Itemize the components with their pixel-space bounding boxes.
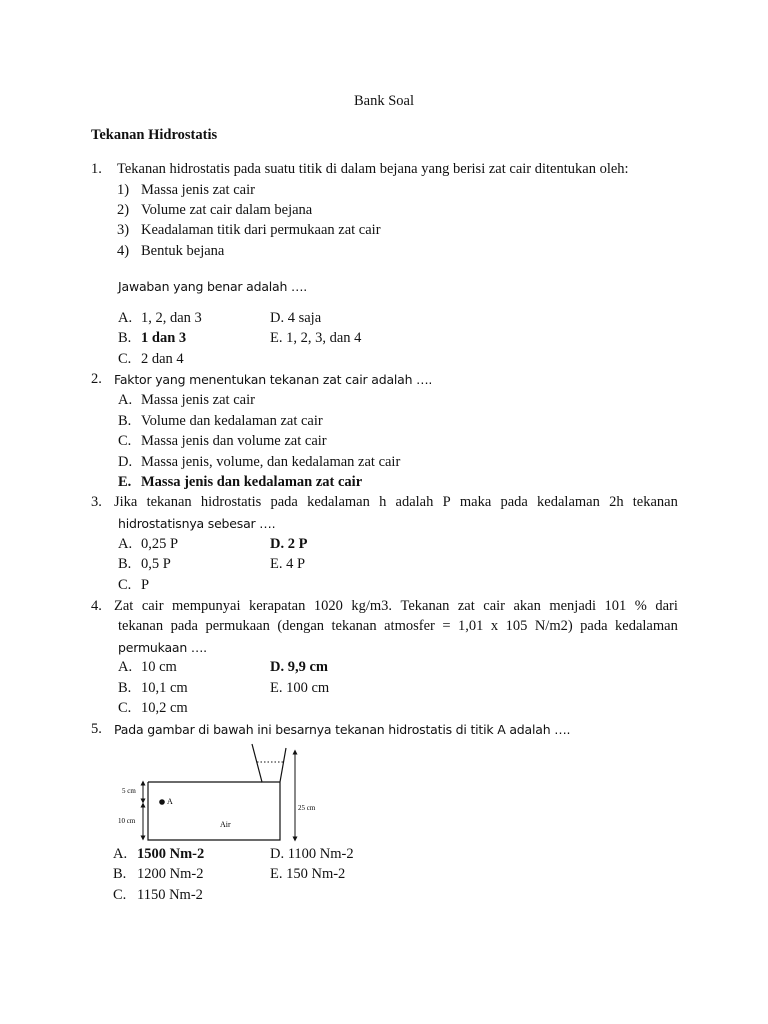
q2-option-a: Massa jenis zat cair [141, 392, 255, 408]
q1-option-e: E. 1, 2, 3, dan 4 [270, 330, 362, 346]
q3-option-c-letter: C. [118, 577, 132, 593]
q3-word: tekanan [146, 494, 192, 510]
point-a-marker [159, 799, 165, 805]
q4-option-b-letter: B. [118, 680, 132, 696]
q4-word: kg/m3. [351, 598, 392, 614]
q1-statement: Volume zat cair dalam bejana [141, 202, 313, 218]
q2-number: 2. [91, 371, 102, 387]
q1-statement-number: 3) [117, 222, 130, 238]
q4-word: atmosfer [384, 618, 435, 634]
section-heading: Tekanan Hidrostatis [91, 127, 218, 143]
q3-word: pada [270, 494, 298, 510]
q1-option-b-correct: 1 dan 3 [141, 330, 187, 346]
label-25cm: 25 cm [298, 804, 316, 812]
q4-word: cair [141, 598, 164, 614]
q3-option-b: 0,5 P [141, 556, 171, 572]
q3-word: kedalaman [537, 494, 600, 510]
q1-option-c: 2 dan 4 [141, 351, 184, 367]
q4-word: tekanan [118, 618, 164, 634]
q5-option-d: D. 1100 Nm-2 [270, 846, 354, 862]
q3-word: maka [459, 494, 492, 510]
q5-option-c: 1150 Nm-2 [137, 887, 203, 903]
q4-option-a: 10 cm [141, 659, 177, 675]
q1-statement: Bentuk bejana [141, 243, 225, 259]
q4-word: = [442, 618, 451, 634]
q5-vessel-figure [100, 738, 330, 850]
q5-option-b-letter: B. [113, 866, 127, 882]
q4-word: pada [580, 618, 608, 634]
q1-option-c-letter: C. [118, 351, 132, 367]
q4-word: dari [655, 598, 678, 614]
q2-option-e-correct: Massa jenis dan kedalaman zat cair [141, 474, 363, 490]
q1-statement-number: 4) [117, 243, 130, 259]
q5-option-c-letter: C. [113, 887, 127, 903]
q4-word: 1020 [313, 598, 343, 614]
q1-number: 1. [91, 161, 102, 177]
q1-option-a: 1, 2, dan 3 [141, 310, 202, 326]
q4-word: akan [513, 598, 541, 614]
q3-option-b-letter: B. [118, 556, 132, 572]
q3-word: kedalaman [307, 494, 370, 510]
q5-option-e: E. 150 Nm-2 [270, 866, 346, 882]
q3-word: h [379, 494, 387, 510]
q1-statement: Massa jenis zat cair [141, 182, 255, 198]
q2-text: Faktor yang menentukan tekanan zat cair adalah …. [114, 372, 433, 387]
q5-option-a-correct: 1500 Nm-2 [137, 846, 205, 862]
label-10cm: 10 cm [118, 817, 136, 825]
q2-option-c-letter: C. [118, 433, 132, 449]
q3-word: pada [500, 494, 528, 510]
q1-statement: Keadalaman titik dari permukaan zat cair [141, 222, 381, 238]
q4-word: mempunyai [172, 598, 241, 614]
q4-word: menjadi [549, 598, 597, 614]
q1-option-b-letter: B. [118, 330, 132, 346]
q5-text: Pada gambar di bawah ini besarnya tekanan hidrostatis di titik A adalah …. [114, 722, 571, 737]
q2-option-d: Massa jenis, volume, dan kedalaman zat cair [141, 454, 401, 470]
q3-word: P [442, 494, 451, 510]
q4-word: permukaan [205, 618, 270, 634]
q4-word: tekanan [331, 618, 377, 634]
q3-option-d-correct: D. 2 P [270, 536, 308, 552]
q3-word: hidrostatis [200, 494, 262, 510]
q3-word: Jika [114, 494, 138, 510]
q1-statement-number: 2) [117, 202, 130, 218]
q3-text-line-2: hidrostatisnya sebesar …. [118, 516, 276, 531]
q4-word: 1,01 [458, 618, 484, 634]
q1-option-d: D. 4 saja [270, 310, 322, 326]
q3-option-a-letter: A. [118, 536, 133, 552]
label-point-a: A [167, 797, 173, 806]
q3-number: 3. [91, 494, 102, 510]
q4-number: 4. [91, 598, 102, 614]
q4-word: zat [457, 598, 475, 614]
q3-option-c: P [141, 577, 150, 593]
q4-word: Tekanan [400, 598, 450, 614]
q5-option-a-letter: A. [113, 846, 128, 862]
q4-option-c: 10,2 cm [141, 700, 188, 716]
q3-option-a: 0,25 P [141, 536, 179, 552]
q4-option-a-letter: A. [118, 659, 133, 675]
q2-option-a-letter: A. [118, 392, 133, 408]
q4-word: kerapatan [248, 598, 306, 614]
q4-word: x [490, 618, 499, 634]
q4-option-e: E. 100 cm [270, 680, 330, 696]
q2-option-b: Volume dan kedalaman zat cair [141, 413, 323, 429]
q5-number: 5. [91, 721, 102, 737]
q4-option-b: 10,1 cm [141, 680, 188, 696]
q4-word: cair [483, 598, 505, 614]
q4-option-c-letter: C. [118, 700, 132, 716]
q4-text-line-3: permukaan …. [118, 640, 207, 655]
q4-option-d-correct: D. 9,9 cm [270, 659, 328, 675]
q1-option-a-letter: A. [118, 310, 133, 326]
q4-word: 101 [604, 598, 627, 614]
q1-statement-number: 1) [117, 182, 130, 198]
label-air: Air [220, 820, 231, 829]
q4-word: pada [170, 618, 198, 634]
q4-text-line-1 [114, 598, 678, 615]
document-title: Bank Soal [353, 93, 414, 109]
vessel-outline [148, 744, 286, 840]
q4-word: Zat [114, 598, 134, 614]
q3-text-line-1 [114, 494, 678, 511]
q1-prompt: Jawaban yang benar adalah …. [118, 279, 308, 294]
q4-word: (dengan [277, 618, 325, 634]
q5-option-b: 1200 Nm-2 [137, 866, 204, 882]
q4-word: N/m2) [534, 618, 573, 634]
q3-word: 2h [609, 494, 624, 510]
q3-word: tekanan [632, 494, 678, 510]
label-5cm: 5 cm [122, 787, 136, 795]
q1-text: Tekanan hidrostatis pada suatu titik di dalam bejana yang berisi zat cair ditentukan oleh: [117, 161, 629, 177]
q4-word: 105 [505, 618, 528, 634]
q3-word: adalah [395, 494, 434, 510]
q2-option-b-letter: B. [118, 413, 132, 429]
q4-word: kedalaman [615, 618, 678, 634]
q4-word: % [634, 598, 647, 614]
q3-option-e: E. 4 P [270, 556, 306, 572]
q2-option-d-letter: D. [118, 454, 133, 470]
q2-option-c: Massa jenis dan volume zat cair [141, 433, 327, 449]
q4-text-line-2 [118, 618, 678, 635]
q2-option-e-letter: E. [118, 474, 132, 490]
